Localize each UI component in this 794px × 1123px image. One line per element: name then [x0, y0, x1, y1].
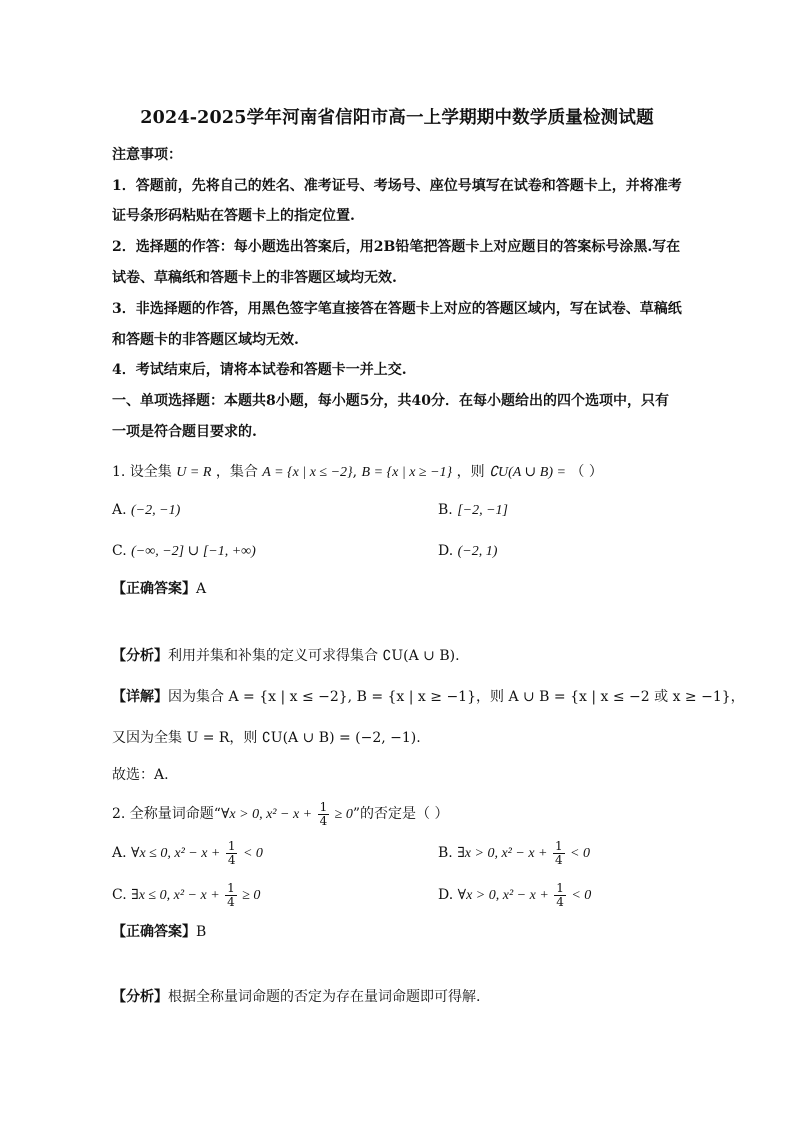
- q2-option-b-frac-num: 1: [554, 838, 563, 853]
- q2-answer: [112, 922, 692, 942]
- q1-detail-line-1: [112, 687, 745, 707]
- q2-option-c-left: ∃x ≤ 0, x² − x +: [131, 888, 220, 903]
- q1-option-d-expr: (−2, 1): [457, 544, 498, 559]
- q2-option-a: [112, 838, 263, 869]
- q2-option-b-left: ∃x > 0, x² − x +: [457, 846, 548, 861]
- q2-option-b-letter: B.: [438, 845, 453, 861]
- notice-line-1: 1．答题前，先将自己的姓名、准考证号、考场号、座位号填写在试卷和答题卡上，并将准考: [112, 178, 682, 194]
- q2-prefix: 2. 全称量词命题“: [112, 806, 221, 822]
- q2-option-c-fraction: [225, 882, 237, 909]
- q2-option-a-left: ∀x ≤ 0, x² − x +: [131, 846, 221, 861]
- q2-option-b-fraction: [553, 840, 565, 867]
- notice-line-6: 和答题卡的非答题区域均无效.: [112, 332, 299, 348]
- section-heading-line-1: 一、单项选择题：本题共8小题，每小题5分，共40分．在每小题给出的四个选项中，只有: [112, 393, 669, 409]
- q2-option-a-frac-den: 4: [227, 852, 236, 867]
- q2-answer-label: 【正确答案】: [112, 924, 196, 940]
- q2-option-d-frac-num: 1: [556, 880, 564, 895]
- q2-analysis-label: 【分析】: [112, 989, 168, 1005]
- q1-option-c-expr: (−∞, −2] ∪ [−1, +∞): [131, 544, 256, 559]
- q2-option-d-frac-den: 4: [556, 894, 564, 909]
- q2-analysis-text: 根据全称量词命题的否定为存在量词命题即可得解.: [168, 989, 481, 1005]
- q2-analysis: [112, 987, 692, 1007]
- notice-line-5: 3．非选择题的作答，用黑色签字笔直接答在答题卡上对应的答题区域内，写在试卷、草稿纸: [112, 301, 682, 317]
- question-1-stem: 1. 设全集 U = R ，集合 A = {x | x ≤ −2}, B = {x | x ≥ −1} ，则 ∁U(A ∪ B) = （ ）: [112, 464, 603, 480]
- q2-option-b-frac-den: 4: [554, 852, 563, 867]
- q1-option-a-letter: A.: [112, 502, 127, 518]
- q2-stem-tail: ≥ 0: [334, 807, 353, 822]
- q1-choose: 故选：A.: [112, 767, 169, 783]
- q1-option-d-letter: D.: [438, 543, 454, 559]
- notice-line-2: 证号条形码粘贴在答题卡上的指定位置.: [112, 208, 355, 224]
- q1-analysis-text: 利用并集和补集的定义可求得集合 ∁U(A ∪ B).: [168, 648, 460, 664]
- q2-option-c-letter: C.: [112, 887, 127, 903]
- q2-option-d-letter: D.: [438, 887, 454, 903]
- q2-suffix: ”的否定是（ ）: [352, 806, 449, 822]
- q2-frac-num: 1: [319, 799, 328, 814]
- page-title: 2024-2025学年河南省信阳市高一上学期期中数学质量检测试题: [140, 108, 654, 128]
- section-heading-line-2: 一项是符合题目要求的.: [112, 424, 257, 440]
- q2-answer-value: B: [196, 924, 207, 940]
- notice-line-3: 2．选择题的作答：每小题选出答案后，用2B铅笔把答题卡上对应题目的答案标号涂黑.写在: [112, 239, 681, 255]
- q2-frac-den: 4: [319, 813, 328, 828]
- q1-answer: [112, 579, 692, 599]
- q2-stem-fraction: [318, 801, 330, 828]
- q2-option-d-left: ∀x > 0, x² − x +: [457, 888, 549, 903]
- q2-option-c-frac-den: 4: [227, 894, 235, 909]
- q1-option-a-expr: (−2, −1): [131, 503, 181, 518]
- notice-line-7: 4．考试结束后，请将本试卷和答题卡一并上交.: [112, 362, 407, 378]
- question-2-stem: [112, 799, 692, 830]
- q1-prefix: 1. 设全集: [112, 464, 172, 480]
- q1-mid: ，集合: [215, 464, 258, 480]
- q2-option-c: [112, 880, 260, 911]
- q2-option-d-fraction: [554, 882, 566, 909]
- q1-analysis: [112, 646, 692, 666]
- q2-option-c-right: ≥ 0: [242, 888, 261, 903]
- q1-option-b-letter: B.: [438, 502, 453, 518]
- q1-paren: （ ）: [570, 464, 603, 480]
- q1-option-c-letter: C.: [112, 543, 127, 559]
- notice-heading: 注意事项：: [112, 147, 182, 163]
- q2-option-b-right: < 0: [570, 846, 590, 861]
- q2-option-a-frac-num: 1: [227, 838, 236, 853]
- q2-option-a-right: < 0: [242, 846, 263, 861]
- q1-detail-text-1: 因为集合 A = {x | x ≤ −2}, B = {x | x ≥ −1}，则 A ∪ B = {x | x ≤ −2 或 x ≥ −1}，: [168, 689, 745, 705]
- q2-option-b: [438, 838, 590, 869]
- q1-set-b: B = {x | x ≥ −1}: [361, 465, 453, 480]
- q1-answer-label: 【正确答案】: [112, 581, 196, 597]
- q1-detail-label: 【详解】: [112, 689, 168, 705]
- q1-option-b-expr: [−2, −1]: [457, 503, 508, 518]
- q2-option-a-fraction: [226, 840, 238, 867]
- q2-stem-expr: ∀x > 0, x² − x +: [220, 807, 313, 822]
- q1-option-d: [438, 541, 497, 562]
- q1-option-a: [112, 500, 180, 521]
- q2-option-c-frac-num: 1: [227, 880, 235, 895]
- notice-line-4: 试卷、草稿纸和答题卡上的非答题区域均无效.: [112, 270, 397, 286]
- q1-set-a: A = {x | x ≤ −2}: [262, 465, 353, 480]
- q2-option-d-right: < 0: [571, 888, 592, 903]
- q1-answer-value: A: [196, 581, 207, 597]
- q2-option-d: [438, 880, 591, 911]
- q1-universal-set: U = R: [176, 465, 212, 480]
- q1-ask: ∁U(A ∪ B) =: [489, 465, 566, 480]
- q1-analysis-label: 【分析】: [112, 648, 168, 664]
- q1-option-b: [438, 500, 508, 521]
- q1-option-c: [112, 541, 256, 562]
- q2-option-a-letter: A.: [112, 845, 127, 861]
- q1-detail-line-2: 又因为全集 U = R，则 ∁U(A ∪ B) = (−2, −1).: [112, 730, 421, 746]
- q1-then: ，则: [456, 464, 485, 480]
